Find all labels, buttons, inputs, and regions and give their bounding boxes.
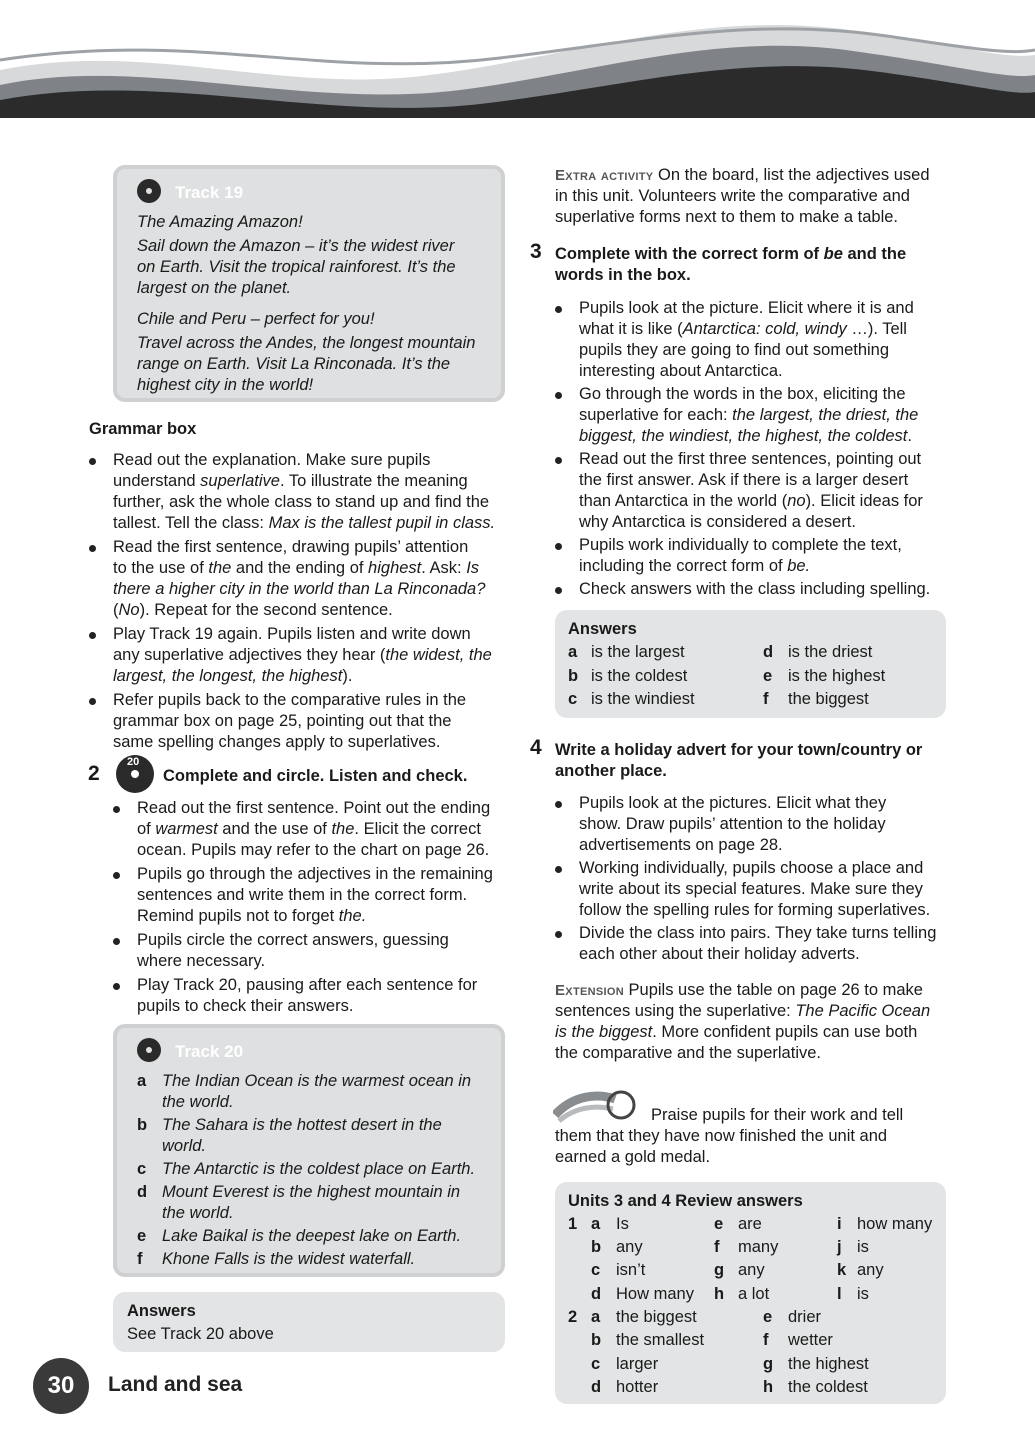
- review-letter: e: [714, 1215, 724, 1233]
- ex3-bullet: [555, 449, 955, 533]
- review-letter: d: [591, 1285, 602, 1303]
- extension-line: [555, 980, 955, 1001]
- track-20-item: [137, 1226, 497, 1247]
- answer-text: is the windiest: [591, 690, 695, 708]
- bullet-line: tallest. Tell the class: Max is the tallest pupil in class.: [113, 514, 496, 532]
- bullet-line: Play Track 19 again. Pupils listen and write down: [113, 625, 471, 643]
- review-letter: d: [591, 1378, 602, 1396]
- review-answer: the biggest: [616, 1308, 697, 1326]
- extra-activity-section: [555, 165, 955, 228]
- bullet-line: interesting about Antarctica.: [579, 362, 783, 380]
- track-20-box: [113, 1024, 505, 1277]
- bullet-line: Working individually, pupils choose a place and: [579, 859, 924, 877]
- ex2-bullet: [113, 930, 508, 972]
- bullet-line: the first answer. Ask if there is a larger desert: [579, 471, 909, 489]
- extra-activity-label: Extra activity: [555, 167, 654, 184]
- item-line: Mount Everest is the highest mountain in: [162, 1183, 461, 1201]
- bullet-line: what it is like (Antarctica: cold, windy …). Tell: [579, 320, 907, 338]
- bullet-line: to the use of the and the ending of highest. Ask: Is: [113, 559, 480, 577]
- page-number-badge: [33, 1358, 89, 1414]
- answer-text: is the highest: [788, 667, 886, 685]
- bullet-line: Pupils look at the picture. Elicit where it is and: [579, 299, 914, 317]
- item-line: The Sahara is the hottest desert in the: [162, 1116, 442, 1134]
- answer-letter: e: [763, 667, 773, 685]
- answer-letter: a: [568, 643, 578, 661]
- extension-line: the comparative and the superlative.: [555, 1044, 821, 1062]
- review-answer: any: [857, 1261, 884, 1279]
- review-answer: drier: [788, 1308, 822, 1326]
- item-letter: a: [137, 1072, 147, 1090]
- praise-line: earned a gold medal.: [555, 1148, 711, 1166]
- ex2-bullet: [113, 975, 508, 1017]
- ex4-bullet: [555, 923, 955, 965]
- item-line: the world.: [162, 1204, 234, 1222]
- track-19-line: Chile and Peru – perfect for you!: [137, 310, 375, 328]
- review-letter: b: [591, 1238, 602, 1256]
- exercise-4-bullets: [555, 793, 955, 965]
- bullet-line: of warmest and the use of the. Elicit the correct: [137, 820, 481, 838]
- bullet-line: grammar box on page 25, pointing out that the: [113, 712, 452, 730]
- review-answer: How many: [616, 1285, 694, 1303]
- instruction-line: Write a holiday advert for your town/country or: [555, 741, 923, 759]
- track-20-item: [137, 1071, 497, 1113]
- review-letter: i: [837, 1215, 842, 1233]
- exercise-2-number: 2: [88, 762, 100, 785]
- review-answer: wetter: [788, 1331, 833, 1349]
- question-number: 2: [568, 1308, 578, 1326]
- review-answer: any: [616, 1238, 643, 1256]
- review-answers-box: [555, 1182, 946, 1404]
- review-answer: hotter: [616, 1378, 659, 1396]
- ex3-bullet: [555, 535, 955, 577]
- track-20-item: [137, 1115, 497, 1157]
- track-20-title: Track 20: [175, 1042, 244, 1061]
- answers-text: See Track 20 above: [127, 1325, 274, 1343]
- track-19-box: [113, 165, 505, 402]
- review-letter: a: [591, 1308, 601, 1326]
- extension-section: [555, 980, 955, 1064]
- review-answer: are: [738, 1215, 762, 1233]
- review-letter: f: [763, 1331, 769, 1349]
- grammar-bullet: [89, 690, 499, 753]
- review-letter: j: [837, 1238, 842, 1256]
- bullet-line: pupils to check their answers.: [137, 997, 354, 1015]
- bullet-line: any superlative adjectives they hear (the widest, the: [113, 646, 492, 664]
- answers-heading: Answers: [568, 620, 637, 638]
- question-number: 1: [568, 1215, 578, 1233]
- bullet-line: further, ask the whole class to stand up and find the: [113, 493, 490, 511]
- grammar-bullet: [89, 624, 499, 687]
- review-heading: Units 3 and 4 Review answers: [568, 1192, 803, 1210]
- answer-letter: d: [763, 643, 774, 661]
- bullet-line: Divide the class into pairs. They take turns telling: [579, 924, 937, 942]
- track-19-line: Sail down the Amazon – it’s the widest river: [137, 237, 455, 255]
- review-answer: any: [738, 1261, 765, 1279]
- track-19-line: largest on the planet.: [137, 279, 292, 297]
- answers-box-ex3: [555, 610, 946, 718]
- ex3-bullet: [555, 384, 955, 447]
- bullet-line: each other about their holiday adverts.: [579, 945, 860, 963]
- grammar-box-heading: Grammar box: [89, 420, 197, 438]
- bullet-line: Read out the explanation. Make sure pupils: [113, 451, 431, 469]
- track-19-title: Track 19: [175, 183, 244, 202]
- ex2-bullet: [113, 864, 508, 927]
- bullet-line: Remind pupils not to forget the.: [137, 907, 367, 925]
- bullet-line: Read out the first sentence. Point out the ending: [137, 799, 491, 817]
- bullet-line: Check answers with the class including spelling.: [579, 580, 931, 598]
- bullet-line: Read out the first three sentences, pointing out: [579, 450, 922, 468]
- grammar-bullet: [89, 537, 499, 621]
- review-answer: how many: [857, 1215, 933, 1233]
- review-answer: Is: [616, 1215, 629, 1233]
- item-line: the world.: [162, 1093, 234, 1111]
- answer-text: is the driest: [788, 643, 873, 661]
- instruction-line: another place.: [555, 762, 667, 780]
- answer-text: is the largest: [591, 643, 685, 661]
- track-19-line: on Earth. Visit the tropical rainforest. It’s the: [137, 258, 456, 276]
- exercise-4-number: 4: [530, 736, 542, 759]
- bullet-line: pupils they are going to find out something: [579, 341, 890, 359]
- bullet-line: Go through the words in the box, eliciting the: [579, 385, 906, 403]
- track-20-item: [137, 1159, 497, 1180]
- praise-section: [555, 1105, 955, 1168]
- track-20-item: [137, 1249, 497, 1270]
- bullet-line: write about its special features. Make sure they: [579, 880, 923, 898]
- bullet-line: superlative for each: the largest, the driest, the: [579, 406, 919, 424]
- review-answer: is: [857, 1238, 869, 1256]
- item-line: Khone Falls is the widest waterfall.: [162, 1250, 416, 1268]
- review-answer: the smallest: [616, 1331, 705, 1349]
- track-19-text: [137, 212, 497, 396]
- review-answer: is: [857, 1285, 869, 1303]
- answer-letter: c: [568, 690, 578, 708]
- item-line: Lake Baikal is the deepest lake on Earth.: [162, 1227, 462, 1245]
- ex3-bullet: [555, 579, 955, 600]
- extra-activity-line: superlative forms next to them to make a table.: [555, 208, 898, 226]
- extra-activity-line: [555, 165, 955, 186]
- answer-letter: b: [568, 667, 579, 685]
- exercise-2-instruction: Complete and circle. Listen and check.: [163, 767, 468, 785]
- answer-text: the biggest: [788, 690, 869, 708]
- review-letter: k: [837, 1261, 847, 1279]
- review-answer: the coldest: [788, 1378, 868, 1396]
- bullet-line: including the correct form of be.: [579, 557, 811, 575]
- cd-icon: [137, 1038, 161, 1062]
- item-letter: c: [137, 1160, 147, 1178]
- review-letter: c: [591, 1261, 601, 1279]
- track-19-line: range on Earth. Visit La Rinconada. It’s the: [137, 355, 451, 373]
- answers-heading: Answers: [127, 1302, 196, 1320]
- bullet-line: there a higher city in the world than La Rinconada?: [113, 580, 486, 598]
- cd-20-number: 20: [127, 756, 140, 768]
- item-letter: f: [137, 1250, 143, 1268]
- answer-letter: f: [763, 690, 769, 708]
- cd-20-hole: [131, 770, 139, 778]
- extension-text: Pupils use the table on page 26 to make: [628, 981, 923, 999]
- exercise-3-number: 3: [530, 240, 542, 263]
- item-letter: d: [137, 1183, 148, 1201]
- ex4-bullet: [555, 793, 955, 856]
- header-white-band: [0, 118, 1035, 148]
- praise-line: them that they have now finished the unit and: [555, 1127, 888, 1145]
- review-letter: g: [763, 1355, 774, 1373]
- extension-line: sentences using the superlative: The Pacific Ocean: [555, 1002, 931, 1020]
- review-letter: c: [591, 1355, 601, 1373]
- bullet-line: than Antarctica in the world (no). Elicit ideas for: [579, 492, 923, 510]
- review-answer: a lot: [738, 1285, 770, 1303]
- exercise-4-instruction: [555, 740, 955, 782]
- instruction-line: Complete with the correct form of be and the: [555, 245, 907, 263]
- review-letter: h: [714, 1285, 725, 1303]
- extension-line: is the biggest. More confident pupils can use both: [555, 1023, 918, 1041]
- track-19-line: highest city in the world!: [137, 376, 314, 394]
- header-wave: [0, 0, 1035, 125]
- cd-20-icon: [116, 755, 154, 793]
- ex4-bullet: [555, 858, 955, 921]
- item-letter: b: [137, 1116, 148, 1134]
- review-letter: b: [591, 1331, 602, 1349]
- exercise-2-bullets: [113, 798, 508, 1017]
- track-19-line: Travel across the Andes, the longest mountain: [137, 334, 476, 352]
- instruction-line: words in the box.: [555, 266, 691, 284]
- bullet-line: Pupils circle the correct answers, guessing: [137, 931, 449, 949]
- review-answer: larger: [616, 1355, 659, 1373]
- review-letter: a: [591, 1215, 601, 1233]
- bullet-line: where necessary.: [137, 952, 266, 970]
- bullet-line: why Antarctica is considered a desert.: [579, 513, 856, 531]
- bullet-line: same spelling changes apply to superlatives.: [113, 733, 441, 751]
- bullet-line: ocean. Pupils may refer to the chart on page 26.: [137, 841, 490, 859]
- track-20-list: [137, 1071, 497, 1270]
- bullet-line: follow the spelling rules for forming superlatives.: [579, 901, 931, 919]
- item-line: The Antarctic is the coldest place on Earth.: [162, 1160, 476, 1178]
- item-line: world.: [162, 1137, 207, 1155]
- review-letter: l: [837, 1285, 842, 1303]
- review-letter: e: [763, 1308, 773, 1326]
- extension-label: Extension: [555, 982, 624, 999]
- bullet-line: largest, the longest, the highest).: [113, 667, 353, 685]
- bullet-line: advertisements on page 28.: [579, 836, 783, 854]
- item-letter: e: [137, 1227, 147, 1245]
- grammar-box-bullets: [89, 450, 499, 753]
- page-number: 30: [47, 1372, 75, 1399]
- bullet-line: Read the first sentence, drawing pupils’ attention: [113, 538, 469, 556]
- grammar-bullet: [89, 450, 499, 534]
- bullet-line: Pupils go through the adjectives in the remaining: [137, 865, 493, 883]
- item-line: The Indian Ocean is the warmest ocean in: [162, 1072, 472, 1090]
- bullet-line: (No). Repeat for the second sentence.: [113, 601, 393, 619]
- ex3-bullet: [555, 298, 955, 382]
- bullet-line: Pupils look at the pictures. Elicit what they: [579, 794, 887, 812]
- unit-title: Land and sea: [108, 1373, 243, 1396]
- cd-icon: [137, 179, 161, 203]
- extra-activity-line: in this unit. Volunteers write the comparative and: [555, 187, 910, 205]
- bullet-line: sentences and write them in the correct form.: [137, 886, 468, 904]
- answer-text: is the coldest: [591, 667, 688, 685]
- exercise-3-bullets: [555, 298, 955, 600]
- ex2-bullet: [113, 798, 508, 861]
- review-answer: the highest: [788, 1355, 869, 1373]
- review-answer: isn’t: [616, 1261, 646, 1279]
- review-answer: many: [738, 1238, 779, 1256]
- bullet-line: Pupils work individually to complete the text,: [579, 536, 902, 554]
- exercise-3-instruction: [555, 244, 955, 286]
- praise-line: Praise pupils for their work and tell: [651, 1106, 904, 1124]
- track-19-line: The Amazing Amazon!: [137, 213, 303, 231]
- review-letter: g: [714, 1261, 725, 1279]
- answers-box-left: [113, 1292, 505, 1352]
- extra-activity-text: On the board, list the adjectives used: [658, 166, 930, 184]
- bullet-line: show. Draw pupils’ attention to the holiday: [579, 815, 886, 833]
- bullet-line: biggest, the windiest, the highest, the coldest.: [579, 427, 912, 445]
- review-letter: f: [714, 1238, 720, 1256]
- track-20-item: [137, 1182, 497, 1224]
- review-letter: h: [763, 1378, 774, 1396]
- bullet-line: Play Track 20, pausing after each sentence for: [137, 976, 478, 994]
- bullet-line: Refer pupils back to the comparative rules in the: [113, 691, 467, 709]
- bullet-line: understand superlative. To illustrate the meaning: [113, 472, 468, 490]
